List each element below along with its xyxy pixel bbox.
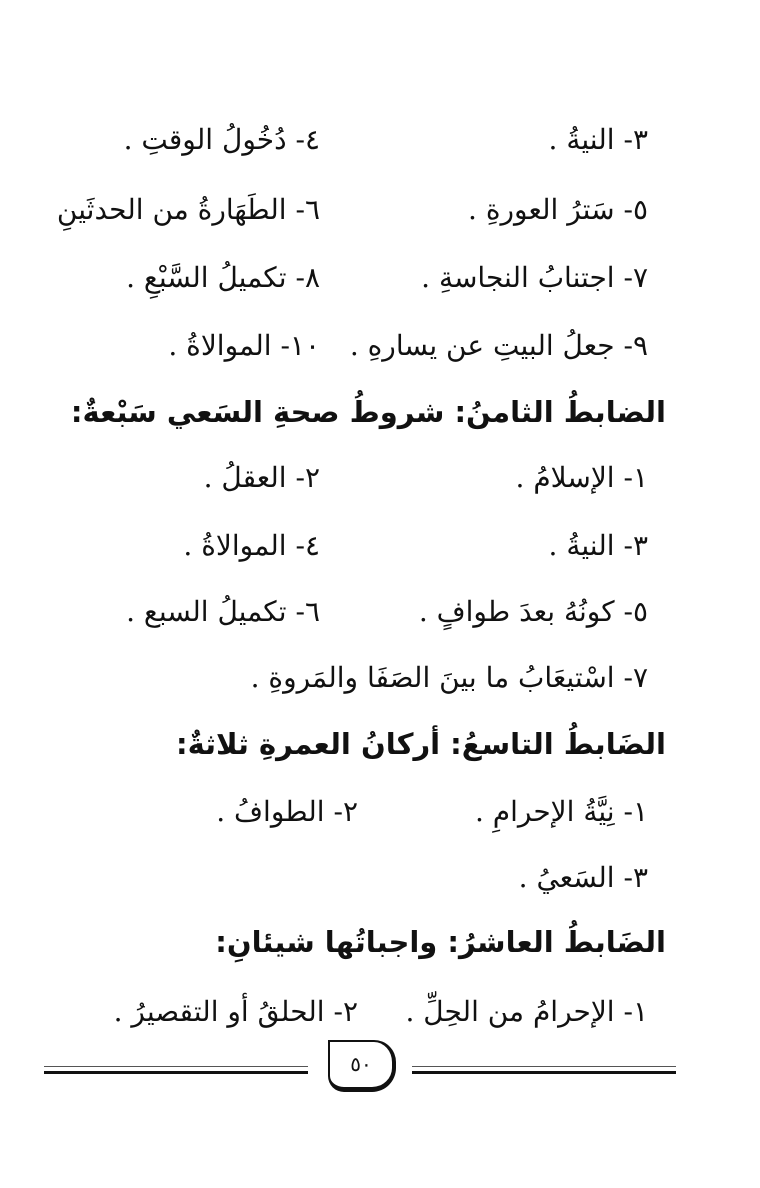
item-text: النيةُ . — [548, 529, 615, 562]
list-item: ٥- سَترُ العورةِ . — [468, 193, 648, 226]
item-number: ٧ — [632, 661, 648, 694]
item-number: ٢ — [342, 995, 358, 1028]
item-number: ١٠ — [289, 329, 320, 362]
footer-rule-left-thin — [44, 1066, 308, 1067]
page-number-frame — [328, 1040, 396, 1092]
list-item: ٢- الحلقُ أو التقصيرُ . — [113, 995, 358, 1028]
item-number: ٨ — [304, 261, 320, 294]
list-item: ٣- النيةُ . — [548, 529, 648, 562]
item-number: ٦ — [304, 595, 320, 628]
item-number: ٢ — [342, 795, 358, 828]
list-item: ١- نِيَّةُ الإحرامِ . — [475, 795, 648, 828]
item-text: اسْتيعَابُ ما بينَ الصَفَا والمَروةِ . — [250, 661, 615, 694]
item-number: ٥ — [632, 193, 648, 226]
item-text: الإسلامُ . — [515, 461, 615, 494]
item-number: ٧ — [632, 261, 648, 294]
item-text: اجتنابُ النجاسةِ . — [421, 261, 615, 294]
section-heading: الضابطُ الثامنُ: شروطُ صحةِ السَعي سَبْعةٌ: — [70, 395, 666, 429]
list-item: ٧- اسْتيعَابُ ما بينَ الصَفَا والمَروةِ . — [250, 661, 648, 694]
list-item: ٢- الطوافُ . — [216, 795, 358, 828]
item-text: الإحرامُ من الحِلِّ . — [405, 995, 615, 1028]
item-number: ١ — [632, 795, 648, 828]
item-text: تكميلُ السبع . — [126, 595, 287, 628]
list-item: ١٠- الموالاةُ . — [168, 329, 320, 362]
item-number: ١ — [632, 995, 648, 1028]
section-heading: الضَابطُ العاشرُ: واجباتُها شيئانِ: — [215, 925, 666, 959]
item-text: الطوافُ . — [216, 795, 325, 828]
item-text: الموالاةُ . — [183, 529, 287, 562]
item-text: الحلقُ أو التقصيرُ . — [113, 995, 325, 1028]
list-item: ٤- دُخُولُ الوقتِ . — [123, 123, 320, 156]
section-heading: الضَابطُ التاسعُ: أركانُ العمرةِ ثلاثةٌ: — [175, 727, 666, 761]
list-item: ٤- الموالاةُ . — [183, 529, 320, 562]
item-text: السَعيُ . — [518, 861, 615, 894]
list-item: ٣- النيةُ . — [548, 123, 648, 156]
item-number: ٣ — [632, 529, 648, 562]
list-item: ٣- السَعيُ . — [518, 861, 648, 894]
item-text: نِيَّةُ الإحرامِ . — [475, 795, 615, 828]
item-number: ٩ — [632, 329, 648, 362]
item-text: الطَهَارةُ من الحدثَينِ — [56, 193, 287, 226]
list-item: ٦- الطَهَارةُ من الحدثَينِ — [56, 193, 320, 226]
item-number: ٥ — [632, 595, 648, 628]
item-text: سَترُ العورةِ . — [468, 193, 615, 226]
item-number: ١ — [632, 461, 648, 494]
list-item: ١- الإسلامُ . — [515, 461, 648, 494]
list-item: ١- الإحرامُ من الحِلِّ . — [405, 995, 648, 1028]
item-number: ٢ — [304, 461, 320, 494]
page-number: ٥٠ — [350, 1052, 372, 1076]
footer-rule-right-thin — [412, 1066, 676, 1067]
list-item: ٥- كونُهُ بعدَ طوافٍ . — [418, 595, 648, 628]
item-number: ٦ — [304, 193, 320, 226]
list-item: ٨- تكميلُ السَّبْعِ . — [126, 261, 320, 294]
item-number: ٣ — [632, 123, 648, 156]
item-text: الموالاةُ . — [168, 329, 272, 362]
footer-rule-left — [44, 1071, 308, 1074]
list-item: ٢- العقلُ . — [203, 461, 320, 494]
footer-rule-right — [412, 1071, 676, 1074]
list-item: ٧- اجتنابُ النجاسةِ . — [421, 261, 648, 294]
item-text: تكميلُ السَّبْعِ . — [126, 261, 287, 294]
item-text: جعلُ البيتِ عن يسارهِ . — [349, 329, 615, 362]
item-number: ٤ — [304, 529, 320, 562]
item-text: دُخُولُ الوقتِ . — [123, 123, 287, 156]
list-item: ٩- جعلُ البيتِ عن يسارهِ . — [349, 329, 648, 362]
item-text: النيةُ . — [548, 123, 615, 156]
list-item: ٦- تكميلُ السبع . — [126, 595, 320, 628]
item-number: ٤ — [304, 123, 320, 156]
item-text: كونُهُ بعدَ طوافٍ . — [418, 595, 615, 628]
item-text: العقلُ . — [203, 461, 287, 494]
item-number: ٣ — [632, 861, 648, 894]
